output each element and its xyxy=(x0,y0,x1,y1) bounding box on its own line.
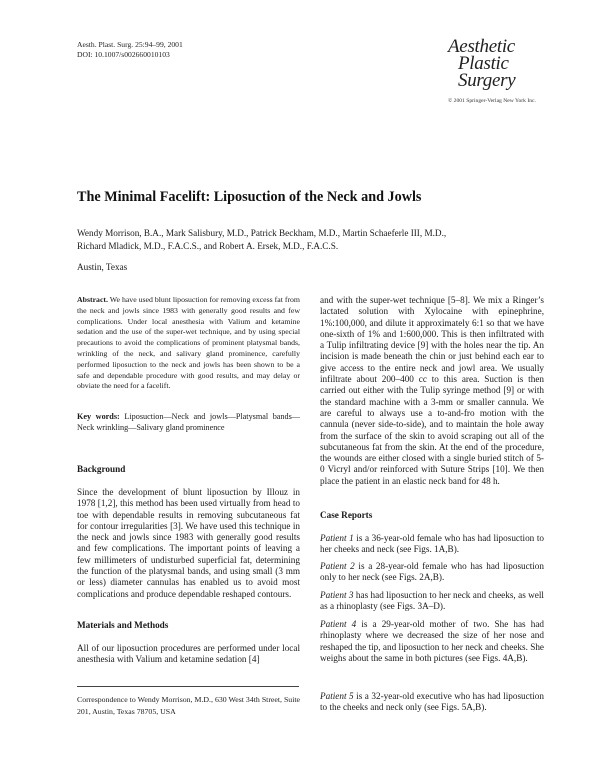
keywords xyxy=(77,411,300,433)
patient-4-report xyxy=(320,619,544,664)
affiliation: Austin, Texas xyxy=(77,262,128,272)
abstract-text: We have used blunt liposuction for removing excess fat from the neck and jowls since 1983 with generally good results and few complications. Under local anesthesia with Valium and ketamine sedation and the use of the super-wet technique, and by using special precautions to avoid the complications of prominent platysmal bands, wrinkling of the neck, and salivary gland prominence, carefully performed liposuction to the neck and jowls has been shown to be a safe and dependable procedure with good results, and may delay or obviate the need for a facelift. xyxy=(77,295,300,391)
logo-line-1: Aesthetic xyxy=(448,36,515,57)
author-list xyxy=(77,227,537,253)
abstract xyxy=(77,295,300,392)
case-reports-heading: Case Reports xyxy=(320,510,373,520)
patient-1-label: Patient 1 xyxy=(320,533,354,543)
patient-5-text: is a 32-year-old executive who has had liposuction to the cheeks and neck only (see Figs. 5A,B). xyxy=(320,691,544,713)
patient-4-label: Patient 4 xyxy=(320,619,357,629)
methods-text-continued: and with the super-wet technique [5–8]. We mix a Ringer’s lactated solution with Xylocaine with epinephrine, 1%:100,000, and dilute it approximately 6:1 so that we have one-sixth of 1% and 1:600,000. This is then infiltrated with a Tulip infiltrating device [9] with the holes near the tip. An incision is made beneath the chin or just behind each ear to give access to the entire neck and jowl area. We usually infiltrate about 200–400 cc to this area. Suction is then carried out either with the Tulip syringe method [9] or with the standard machine with a 3-mm or smaller cannula. We are careful to always use a to-and-fro motion with the cannula (never side-to-side), and to maintain the hole away from the surface of the skin to avoid scraping out all of the subcutaneous fat from the skin. At the end of the procedure, the wounds are either closed with a single buried stitch of 5-0 Vicryl and/or reinforced with Suture Strips [10]. We then place the patient in an elastic neck band for 48 h. xyxy=(320,295,544,486)
copyright-notice: © 2001 Springer-Verlag New York Inc. xyxy=(448,98,536,104)
article-title: The Minimal Facelift: Liposuction of the Neck and Jowls xyxy=(77,189,422,205)
keywords-label: Key words: xyxy=(77,412,120,421)
keywords-text: Liposuction—Neck and jowls—Platysmal bands—Neck wrinkling—Salivary gland prominence xyxy=(77,412,300,432)
journal-reference: Aesth. Plast. Surg. 25:94–99, 2001 xyxy=(77,40,183,49)
journal-logo xyxy=(448,38,548,89)
footnote-divider xyxy=(77,686,299,687)
patient-3-label: Patient 3 xyxy=(320,590,354,600)
patient-1-report xyxy=(320,533,544,556)
patient-3-text: has had liposuction to her neck and cheeks, as well as a rhinoplasty (see Figs. 3A–D). xyxy=(320,590,544,612)
authors-line-1: Wendy Morrison, B.A., Mark Salisbury, M.D., Patrick Beckham, M.D., Martin Schaeferle III, M.D., xyxy=(77,228,447,238)
doi: DOI: 10.1007/s002660010103 xyxy=(77,50,170,59)
patient-2-label: Patient 2 xyxy=(320,561,355,571)
background-heading: Background xyxy=(77,464,126,474)
patient-3-report xyxy=(320,590,544,613)
patient-5-label: Patient 5 xyxy=(320,691,354,701)
background-text: Since the development of blunt liposuction by Illouz in 1978 [1,2], this method has been used virtually from head to toe with dependable results in removing subcutaneous fat for contour irregularities [3]. We have used this technique in the neck and jowls since 1983 with generally good results and few complications. The important points of leaving a few millimeters of undisturbed superficial fat, determining the function of the platysmal bands, and using small (3 mm or less) diameter cannulas has enabled us to avoid most complications and produce dependable reshaped contours. xyxy=(77,487,300,599)
logo-line-2: Plastic xyxy=(458,53,509,74)
patient-4-text: is a 29-year-old mother of two. She has had rhinoplasty where we decreased the size of her nose and reshaped the tip, and liposuction to her neck and cheeks. She weighs about the same in both pictures (see Figs. 4A,B). xyxy=(320,619,544,663)
methods-text: All of our liposuction procedures are performed under local anesthesia with Valium and ketamine sedation [4] xyxy=(77,643,300,665)
patient-2-text: is a 28-year-old female who has had liposuction only to her neck (see Figs. 2A,B). xyxy=(320,561,544,583)
authors-line-2: Richard Mladick, M.D., F.A.C.S., and Robert A. Ersek, M.D., F.A.C.S. xyxy=(77,241,339,251)
patient-5-report xyxy=(320,691,544,714)
methods-heading: Materials and Methods xyxy=(77,620,169,630)
journal-meta xyxy=(77,40,183,60)
patient-1-text: is a 36-year-old female who has had liposuction to her cheeks and neck (see Figs. 1A,B). xyxy=(320,533,544,555)
correspondence-note: Correspondence to Wendy Morrison, M.D., 630 West 34th Street, Suite 201, Austin, Texas 78705, USA xyxy=(77,695,300,716)
logo-line-3: Surgery xyxy=(458,70,516,91)
patient-2-report xyxy=(320,561,544,584)
abstract-label: Abstract. xyxy=(77,295,108,304)
